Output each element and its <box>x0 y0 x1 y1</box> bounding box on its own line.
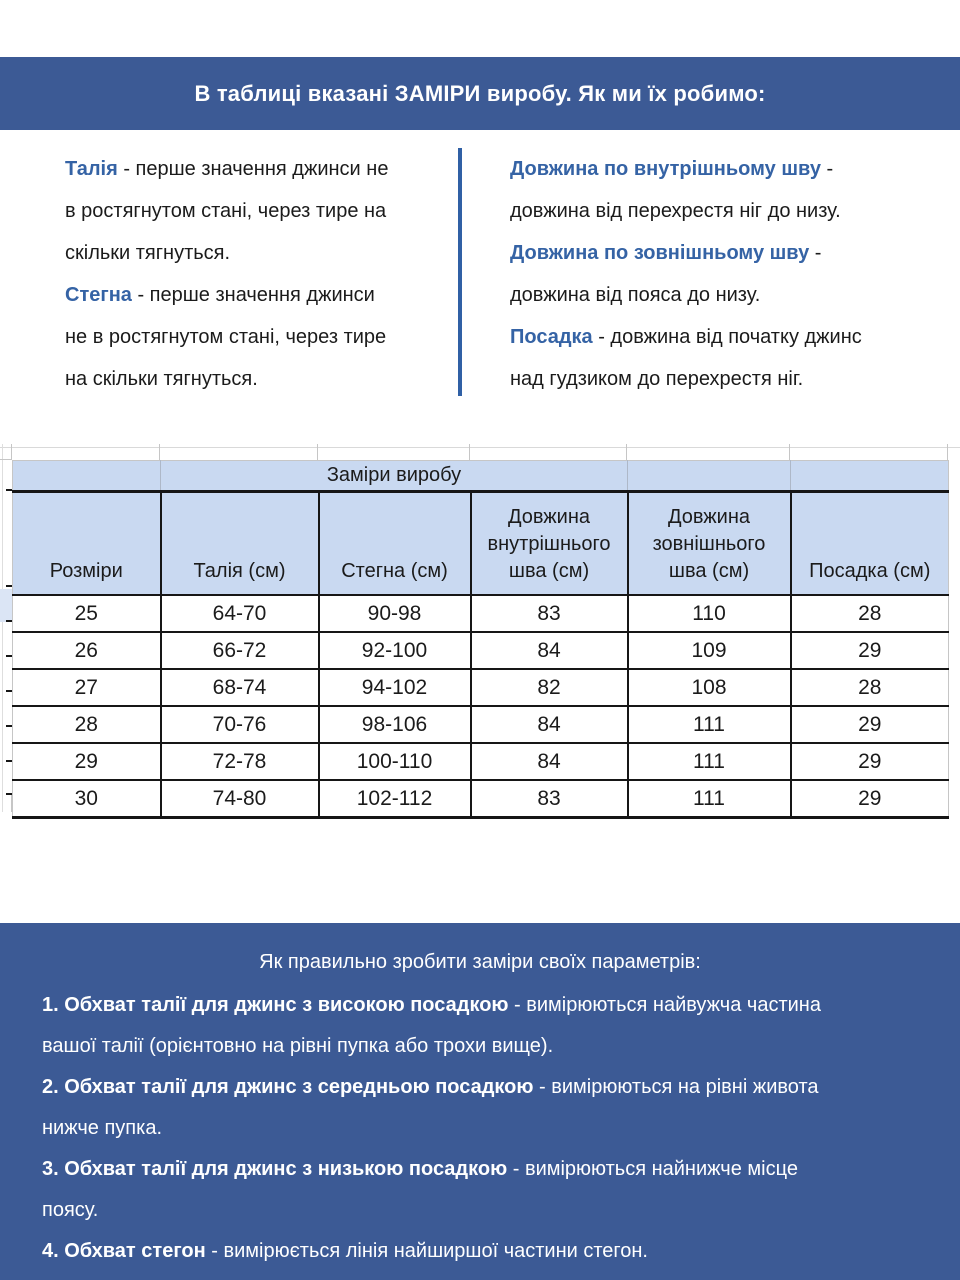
size-table-body <box>13 595 949 818</box>
text-line <box>65 316 457 358</box>
text-line <box>42 1149 918 1190</box>
table-cell: 29 <box>791 632 949 669</box>
table-cell: 83 <box>471 595 628 632</box>
text-line <box>65 358 457 400</box>
table-cell: 26 <box>13 632 161 669</box>
table-row <box>13 743 949 780</box>
table-cell: 109 <box>628 632 791 669</box>
table-cell: 111 <box>628 706 791 743</box>
column-header-row <box>13 492 949 596</box>
grid-stub-vertical <box>789 444 790 460</box>
text-line <box>510 274 955 316</box>
table-cell: 74-80 <box>161 780 319 818</box>
vertical-divider <box>458 148 462 396</box>
table-cell: 108 <box>628 669 791 706</box>
table-cell: 30 <box>13 780 161 818</box>
table-row <box>13 595 949 632</box>
column-header: Талія (см) <box>161 492 319 596</box>
plain-text: на скільки тягнуться. <box>65 368 258 390</box>
table-row <box>13 706 949 743</box>
footer-title: Як правильно зробити заміри своїх параметрів: <box>259 951 701 973</box>
table-cell: 72-78 <box>161 743 319 780</box>
column-header: Стегна (см) <box>319 492 471 596</box>
table-cell: 27 <box>13 669 161 706</box>
footer-band <box>0 923 960 1280</box>
table-cell: 25 <box>13 595 161 632</box>
table-cell: 92-100 <box>319 632 471 669</box>
grid-stub-vertical <box>947 444 948 460</box>
table-cell: 29 <box>791 743 949 780</box>
definitions-left-column <box>65 148 457 400</box>
emphasized-text: Талія <box>65 158 118 180</box>
table-cell: 111 <box>628 780 791 818</box>
table-cell: 82 <box>471 669 628 706</box>
emphasized-text: Стегна <box>65 284 132 306</box>
text-line <box>42 1067 918 1108</box>
table-cell: 100-110 <box>319 743 471 780</box>
grid-stub-vertical <box>469 444 470 460</box>
plain-text: над гудзиком до перехрестя ніг. <box>510 368 804 390</box>
table-cell: 66-72 <box>161 632 319 669</box>
table-cell: 28 <box>791 669 949 706</box>
emphasized-text: 1. Обхват талії для джинс з високою посадкою <box>42 994 509 1016</box>
table-cell: 84 <box>471 743 628 780</box>
table-cell: 28 <box>791 595 949 632</box>
table-cell: 94-102 <box>319 669 471 706</box>
table-cell: 84 <box>471 706 628 743</box>
grid-stub-vertical <box>11 444 12 460</box>
text-line <box>42 1108 918 1149</box>
emphasized-text: 2. Обхват талії для джинс з середньою посадкою <box>42 1076 534 1098</box>
header-band <box>0 57 960 130</box>
table-cell: 29 <box>791 780 949 818</box>
table-cell: 102-112 <box>319 780 471 818</box>
plain-text: - перше значення джинси не <box>117 158 389 180</box>
table-cell: 90-98 <box>319 595 471 632</box>
table-cell: 29 <box>13 743 161 780</box>
grid-stub-vertical <box>317 444 318 460</box>
table-row <box>13 780 949 818</box>
plain-text: - вимірюються найнижче місце <box>507 1158 798 1180</box>
emphasized-text: 4. Обхват стегон <box>42 1240 206 1262</box>
page-title: В таблиці вказані ЗАМІРИ виробу. Як ми їх робимо: <box>194 80 766 106</box>
grid-stub-vertical <box>159 444 160 460</box>
plain-text: скільки тягнуться. <box>65 242 231 264</box>
column-header: Посадка (см) <box>791 492 949 596</box>
definitions-right-column <box>510 148 955 400</box>
emphasized-text: Довжина по зовнішньому шву <box>510 242 810 264</box>
definitions-section <box>0 146 960 406</box>
table-cell-empty <box>13 461 161 492</box>
text-line <box>510 316 955 358</box>
table-cell: 110 <box>628 595 791 632</box>
text-line <box>510 190 955 232</box>
plain-text: не в ростягнутом стані, через тире <box>65 326 387 348</box>
size-table <box>12 460 949 819</box>
text-line <box>510 148 955 190</box>
plain-text: довжина від перехрестя ніг до низу. <box>510 200 841 222</box>
text-line <box>42 1026 918 1067</box>
table-cell: 68-74 <box>161 669 319 706</box>
text-line <box>65 232 457 274</box>
text-line <box>510 232 955 274</box>
merged-header-row <box>13 461 949 492</box>
emphasized-text: Посадка <box>510 326 593 348</box>
grid-line-horizontal <box>0 447 960 448</box>
table-cell: 70-76 <box>161 706 319 743</box>
plain-text: поясу. <box>42 1199 99 1221</box>
table-row <box>13 669 949 706</box>
text-line <box>42 1231 918 1272</box>
text-line <box>65 148 457 190</box>
plain-text: - <box>820 158 834 180</box>
table-cell: 29 <box>791 706 949 743</box>
plain-text: - довжина від початку джинс <box>592 326 862 348</box>
plain-text: - вимірюються на рівні живота <box>533 1076 819 1098</box>
plain-text: - перше значення джинси <box>131 284 375 306</box>
grid-line-left <box>2 444 3 812</box>
grid-stub-vertical <box>626 444 627 460</box>
text-line <box>42 1190 918 1231</box>
table-cell: 98-106 <box>319 706 471 743</box>
table-cell: 111 <box>628 743 791 780</box>
merged-header-cell: Заміри виробу <box>161 461 628 492</box>
text-line <box>42 985 918 1026</box>
text-line <box>65 190 457 232</box>
table-cell-empty <box>791 461 949 492</box>
table-cell: 28 <box>13 706 161 743</box>
column-header: Довжина внутрішнього шва (см) <box>471 492 628 596</box>
table-cell: 64-70 <box>161 595 319 632</box>
emphasized-text: Довжина по внутрішньому шву <box>510 158 821 180</box>
table-row <box>13 632 949 669</box>
plain-text: довжина від пояса до низу. <box>510 284 761 306</box>
table-cell-empty <box>628 461 791 492</box>
plain-text: вашої талії (орієнтовно на рівні пупка або трохи вище). <box>42 1035 554 1057</box>
table-cell: 84 <box>471 632 628 669</box>
footer-instructions <box>0 985 960 1272</box>
plain-text: - <box>809 242 822 264</box>
plain-text: - вимірюються найвужча частина <box>508 994 821 1016</box>
table-cell: 83 <box>471 780 628 818</box>
plain-text: нижче пупка. <box>42 1117 162 1139</box>
column-header: Розміри <box>13 492 161 596</box>
plain-text: в ростягнутом стані, через тире на <box>65 200 387 222</box>
text-line <box>510 358 955 400</box>
row-25-left-sliver <box>0 589 12 622</box>
plain-text: - вимірюється лінія найширшої частини стегон. <box>205 1240 648 1262</box>
emphasized-text: 3. Обхват талії для джинс з низькою посадкою <box>42 1158 508 1180</box>
text-line <box>65 274 457 316</box>
column-header: Довжина зовнішнього шва (см) <box>628 492 791 596</box>
